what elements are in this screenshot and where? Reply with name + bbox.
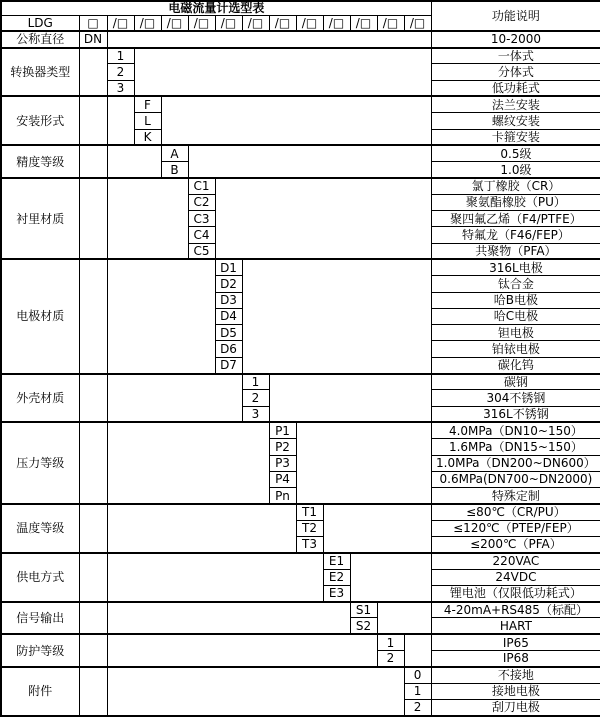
function-cell: 1.0MPa（DN200~DN600） [431, 455, 600, 471]
model-code-box-cell: /□ [242, 15, 269, 31]
category-label: 电极材质 [1, 259, 79, 373]
spacer-cell [107, 31, 431, 47]
spacer-cell [107, 667, 404, 716]
spacer-cell [107, 96, 134, 145]
title-row [1, 1, 600, 15]
code-cell: P2 [269, 439, 296, 455]
spacer-cell [269, 374, 431, 423]
function-cell: 0.5级 [431, 145, 600, 161]
code-cell: C5 [188, 243, 215, 259]
table-row [1, 667, 600, 683]
table-row [1, 602, 600, 618]
code-cell: P3 [269, 455, 296, 471]
function-column-header: 功能说明 [431, 1, 600, 31]
code-cell: T2 [296, 520, 323, 536]
function-cell: 共聚物（PFA） [431, 243, 600, 259]
spacer-cell [323, 504, 431, 553]
category-label: 转换器类型 [1, 48, 79, 97]
model-column-cell [79, 634, 107, 667]
spacer-cell [350, 553, 431, 602]
function-cell: ≤120℃（PTEP/FEP） [431, 520, 600, 536]
model-code-box-cell: /□ [404, 15, 431, 31]
code-cell: D1 [215, 259, 242, 275]
function-cell: 1.0级 [431, 162, 600, 178]
spacer-cell [215, 178, 431, 259]
function-cell: IP68 [431, 651, 600, 667]
code-cell: 1 [377, 634, 404, 650]
code-cell: A [161, 145, 188, 161]
code-cell: C4 [188, 227, 215, 243]
code-cell: C2 [188, 194, 215, 210]
table-row [1, 259, 600, 275]
spacer-cell [188, 145, 431, 178]
code-cell: D3 [215, 292, 242, 308]
spacer-cell [134, 48, 431, 97]
code-cell: D6 [215, 341, 242, 357]
category-label: 衬里材质 [1, 178, 79, 259]
function-cell: 刮刀电极 [431, 699, 600, 715]
function-cell: 0.6MPa(DN700~DN2000) [431, 471, 600, 487]
function-cell: 碳化钨 [431, 357, 600, 373]
code-cell: K [134, 129, 161, 145]
function-cell: 316L不锈钢 [431, 406, 600, 422]
category-label: 附件 [1, 667, 79, 716]
category-label: 压力等级 [1, 422, 79, 503]
function-cell: 特氟龙（F46/FEP） [431, 227, 600, 243]
code-cell: L [134, 113, 161, 129]
table-title: 电磁流量计选型表 [1, 1, 431, 15]
table-row [1, 422, 600, 438]
code-cell: P1 [269, 422, 296, 438]
category-label: 温度等级 [1, 504, 79, 553]
function-cell: 聚四氟乙烯（F4/PTFE） [431, 211, 600, 227]
function-cell: 螺纹安装 [431, 113, 600, 129]
spacer-cell [107, 422, 269, 503]
model-code-box-cell: /□ [296, 15, 323, 31]
diameter-row [1, 31, 600, 47]
code-cell: D7 [215, 357, 242, 373]
function-cell: ≤80℃（CR/PU） [431, 504, 600, 520]
model-code-box-cell: /□ [134, 15, 161, 31]
function-cell: 铂铱电极 [431, 341, 600, 357]
code-cell: 1 [242, 374, 269, 390]
function-cell: 不接地 [431, 667, 600, 683]
function-cell: 4-20mA+RS485（标配） [431, 602, 600, 618]
table-row [1, 178, 600, 194]
model-column-cell [79, 96, 107, 145]
model-column-cell [79, 259, 107, 373]
function-cell: 接地电极 [431, 683, 600, 699]
code-cell: E2 [323, 569, 350, 585]
spacer-cell [107, 145, 161, 178]
function-cell: 钛合金 [431, 276, 600, 292]
table-row [1, 374, 600, 390]
function-cell: 哈B电极 [431, 292, 600, 308]
table-row [1, 48, 600, 64]
model-column-cell [79, 48, 107, 97]
model-column-cell [79, 422, 107, 503]
code-cell: F [134, 96, 161, 112]
code-cell: T3 [296, 537, 323, 553]
function-cell: 分体式 [431, 64, 600, 80]
model-column-cell [79, 667, 107, 716]
spacer-cell [296, 422, 431, 503]
function-cell: IP65 [431, 634, 600, 650]
model-code-box-cell: /□ [107, 15, 134, 31]
code-cell: E3 [323, 585, 350, 601]
code-cell: 3 [107, 80, 134, 96]
model-code-box-cell: /□ [188, 15, 215, 31]
category-label: 安装形式 [1, 96, 79, 145]
model-column-cell [79, 178, 107, 259]
category-label: 防护等级 [1, 634, 79, 667]
code-cell: C1 [188, 178, 215, 194]
spacer-cell [107, 634, 377, 667]
function-cell: 220VAC [431, 553, 600, 569]
model-code-box-cell: /□ [161, 15, 188, 31]
table-row [1, 634, 600, 650]
model-code-box-cell: /□ [377, 15, 404, 31]
function-cell: 聚氨酯橡胶（PU） [431, 194, 600, 210]
code-cell: S2 [350, 618, 377, 634]
code-cell: 0 [404, 667, 431, 683]
code-cell: 2 [377, 651, 404, 667]
table-row [1, 96, 600, 112]
table-row [1, 504, 600, 520]
function-cell: 316L电极 [431, 259, 600, 275]
function-cell: 哈C电极 [431, 308, 600, 324]
spacer-cell [107, 259, 215, 373]
code-cell: S1 [350, 602, 377, 618]
spacer-cell [107, 504, 296, 553]
code-cell: Pn [269, 488, 296, 504]
diameter-range: 10-2000 [431, 31, 600, 47]
model-column-cell [79, 374, 107, 423]
function-cell: 4.0MPa（DN10~150） [431, 422, 600, 438]
diameter-code: DN [79, 31, 107, 47]
spacer-cell [107, 553, 323, 602]
spacer-cell [107, 374, 242, 423]
spacer-cell [404, 634, 431, 667]
model-column-cell [79, 504, 107, 553]
function-cell: 法兰安装 [431, 96, 600, 112]
function-cell: HART [431, 618, 600, 634]
model-column-cell [79, 602, 107, 635]
code-cell: B [161, 162, 188, 178]
code-cell: E1 [323, 553, 350, 569]
code-cell: C3 [188, 211, 215, 227]
model-code-box-cell: /□ [323, 15, 350, 31]
category-label: 供电方式 [1, 553, 79, 602]
category-label: 外壳材质 [1, 374, 79, 423]
function-cell: 钽电极 [431, 325, 600, 341]
function-cell: 1.6MPa（DN15~150） [431, 439, 600, 455]
code-cell: 1 [107, 48, 134, 64]
code-cell: 2 [107, 64, 134, 80]
function-cell: 碳钢 [431, 374, 600, 390]
spacer-cell [377, 602, 431, 635]
table-row [1, 553, 600, 569]
table-row [1, 145, 600, 161]
model-prefix-cell: LDG [1, 15, 79, 31]
category-label: 信号输出 [1, 602, 79, 635]
code-cell: D5 [215, 325, 242, 341]
code-cell: D4 [215, 308, 242, 324]
function-cell: 低功耗式 [431, 80, 600, 96]
model-column-cell [79, 553, 107, 602]
function-cell: ≤200℃（PFA） [431, 537, 600, 553]
model-code-box-cell: /□ [269, 15, 296, 31]
model-box-cell: □ [79, 15, 107, 31]
function-cell: 锂电池（仅限低功耗式） [431, 585, 600, 601]
spacer-cell [107, 178, 188, 259]
function-cell: 一体式 [431, 48, 600, 64]
code-cell: 3 [242, 406, 269, 422]
spacer-cell [107, 602, 350, 635]
code-cell: 2 [242, 390, 269, 406]
spacer-cell [242, 259, 431, 373]
code-cell: 1 [404, 683, 431, 699]
code-cell: T1 [296, 504, 323, 520]
function-cell: 卡箍安装 [431, 129, 600, 145]
code-cell: P4 [269, 471, 296, 487]
function-cell: 氯丁橡胶（CR） [431, 178, 600, 194]
function-cell: 24VDC [431, 569, 600, 585]
model-column-cell [79, 145, 107, 178]
function-cell: 304不锈钢 [431, 390, 600, 406]
spacer-cell [161, 96, 431, 145]
function-cell: 特殊定制 [431, 488, 600, 504]
model-code-box-cell: /□ [350, 15, 377, 31]
code-cell: 2 [404, 699, 431, 715]
diameter-label: 公称直径 [1, 31, 79, 47]
category-label: 精度等级 [1, 145, 79, 178]
model-code-box-cell: /□ [215, 15, 242, 31]
code-cell: D2 [215, 276, 242, 292]
